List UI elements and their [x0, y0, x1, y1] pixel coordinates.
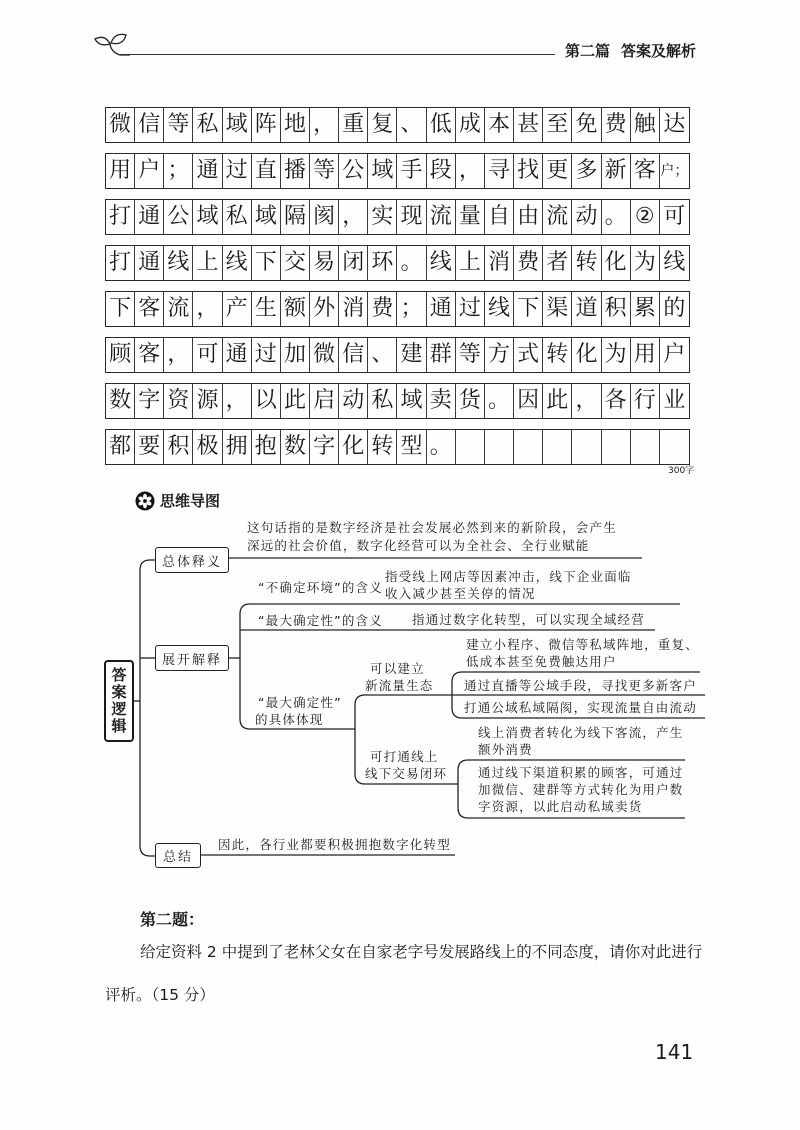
new-traffic-item: 建立小程序、微信等私域阵地，重复、 [466, 637, 699, 652]
grid-cell: 费 [514, 246, 543, 280]
grid-row [105, 199, 690, 235]
grid-cell: 生 [252, 292, 281, 326]
grid-row [105, 245, 690, 281]
grid-cell: 实 [368, 200, 397, 234]
grid-cell: 流 [543, 200, 572, 234]
grid-cell: 客 [631, 154, 660, 188]
grid-cell: 、 [368, 338, 397, 372]
closed-loop-item: 字资源，以此启动私域卖货 [478, 799, 643, 814]
grid-cell: ； [164, 154, 193, 188]
grid-cell [660, 430, 689, 464]
essay-grid [105, 107, 690, 465]
grid-cell: 下 [106, 292, 135, 326]
grid-cell: 积 [602, 292, 631, 326]
grid-cell: ； [397, 292, 426, 326]
overview-node: 总体释义 [155, 547, 229, 573]
grid-cell: 化 [602, 246, 631, 280]
grid-cell: 自 [485, 200, 514, 234]
grid-cell: 客 [135, 338, 164, 372]
grid-cell: 户； [660, 163, 689, 179]
grid-cell: 公 [164, 200, 193, 234]
grid-cell: 此 [281, 384, 310, 418]
grid-cell: 卖 [427, 384, 456, 418]
grid-cell: 域 [397, 384, 426, 418]
grid-cell: 抱 [252, 430, 281, 464]
grid-cell: 者 [543, 246, 572, 280]
grid-cell: 源 [193, 384, 222, 418]
uncertain-env-text: 指受线上网店等因素冲击，线下企业面临 [385, 569, 632, 584]
grid-cell: 触 [631, 108, 660, 142]
grid-cell: 动 [339, 384, 368, 418]
grid-cell: 低 [427, 108, 456, 142]
grid-cell: 易 [310, 246, 339, 280]
grid-cell: 通 [427, 292, 456, 326]
grid-cell: 重 [339, 108, 368, 142]
grid-cell: 微 [106, 108, 135, 142]
question-label: 第二题： [140, 910, 205, 929]
grid-cell: 转 [572, 246, 601, 280]
grid-cell: 化 [339, 430, 368, 464]
grid-cell: 化 [572, 338, 601, 372]
grid-cell: 字 [135, 384, 164, 418]
grid-cell: 流 [164, 292, 193, 326]
grid-cell: 动 [572, 200, 601, 234]
max-certainty-text: 指通过数字化转型，可以实现全域经营 [412, 612, 645, 627]
grid-cell [485, 430, 514, 464]
manifestation-term: “最大确定性” [258, 695, 342, 710]
sprout-left-leaf [95, 37, 110, 44]
grid-cell: 。 [427, 430, 456, 464]
grid-cell: 字 [310, 430, 339, 464]
grid-cell: 消 [339, 292, 368, 326]
grid-row [105, 337, 690, 373]
grid-cell: 启 [310, 384, 339, 418]
grid-cell: 线 [164, 246, 193, 280]
grid-cell: 为 [602, 338, 631, 372]
explain-node: 展开解释 [155, 645, 229, 671]
grid-cell: 手 [397, 154, 426, 188]
grid-cell: 转 [543, 338, 572, 372]
grid-cell: 户 [663, 342, 686, 367]
mindmap-root-label: 答案逻辑 [109, 667, 128, 735]
grid-cell: 直 [252, 154, 281, 188]
grid-cell: 免 [572, 108, 601, 142]
grid-cell: 费 [368, 292, 397, 326]
grid-cell: 找 [514, 154, 543, 188]
grid-cell: 微 [310, 338, 339, 372]
grid-cell: 为 [631, 246, 660, 280]
header-part: 第二篇 [565, 42, 611, 60]
grid-cell: 上 [193, 246, 222, 280]
grid-cell [514, 430, 543, 464]
grid-cell: 要 [135, 430, 164, 464]
uncertain-env-term: “不确定环境”的含义 [258, 580, 383, 595]
new-traffic-label: 新流量生态 [365, 678, 434, 693]
grid-cell: 播 [281, 154, 310, 188]
grid-cell: 极 [193, 430, 222, 464]
grid-cell: 方 [485, 338, 514, 372]
summary-node: 总结 [155, 843, 201, 868]
grid-cell: 货 [456, 384, 485, 418]
grid-cell: 户 [135, 154, 164, 188]
grid-row [105, 429, 690, 465]
grid-cell: 现 [397, 200, 426, 234]
grid-cell: ② [631, 200, 660, 234]
grid-cell: 额 [281, 292, 310, 326]
grid-cell: 流 [427, 200, 456, 234]
grid-cell: 道 [572, 292, 601, 326]
grid-cell: 加 [281, 338, 310, 372]
grid-cell: 私 [368, 384, 397, 418]
grid-cell: 。 [485, 384, 514, 418]
manifestation-term: 的具体体现 [255, 712, 324, 727]
mindmap-heading: 思维导图 [160, 492, 221, 510]
grid-cell: ， [223, 384, 252, 418]
grid-cell: 资 [164, 384, 193, 418]
word-count-label: 300字 [668, 466, 695, 476]
grid-cell: 线 [223, 246, 252, 280]
grid-cell: 闭 [339, 246, 368, 280]
question-text: 给定资料 2 中提到了老林父女在自家老字号发展路线上的不同态度，请你对此进行 [140, 943, 703, 961]
grid-cell: 私 [223, 200, 252, 234]
grid-cell: 建 [397, 338, 426, 372]
grid-cell: 上 [456, 246, 485, 280]
grid-cell: 信 [135, 108, 164, 142]
closed-loop-item: 通过线下渠道积累的顾客，可通过 [478, 765, 684, 780]
grid-cell: 线 [427, 246, 456, 280]
grid-cell: 域 [368, 154, 397, 188]
grid-cell: 群 [427, 338, 456, 372]
grid-cell: 业 [663, 388, 686, 413]
grid-cell: 多 [572, 154, 601, 188]
grid-cell: 消 [485, 246, 514, 280]
overview-text: 深远的社会价值，数字化经营可以为全社会、全行业赋能 [247, 538, 590, 553]
grid-cell: 交 [281, 246, 310, 280]
grid-cell: ， [339, 200, 368, 234]
question-text: 评析。（15 分） [105, 986, 215, 1004]
grid-cell: 寻 [485, 154, 514, 188]
grid-cell: 达 [663, 112, 686, 137]
new-traffic-item: 通过直播等公域手段，寻找更多新客户 [464, 678, 697, 693]
grid-cell: 客 [135, 292, 164, 326]
grid-cell: 打 [106, 246, 135, 280]
grid-cell: 的 [663, 296, 686, 321]
grid-cell: ， [310, 108, 339, 142]
grid-cell: ， [164, 338, 193, 372]
grid-cell: 产 [223, 292, 252, 326]
grid-cell: 公 [339, 154, 368, 188]
grid-cell: 线 [485, 292, 514, 326]
main-trunk [140, 560, 155, 856]
header-title: 答案及解析 [621, 42, 697, 60]
grid-cell: 阵 [252, 108, 281, 142]
grid-row [105, 107, 690, 143]
grid-cell: 下 [252, 246, 281, 280]
closed-loop-item: 加微信、建群等方式转化为用户数 [478, 782, 684, 797]
grid-cell: 行 [631, 384, 660, 418]
grid-cell: 用 [106, 154, 135, 188]
grid-cell: 式 [514, 338, 543, 372]
grid-row [105, 153, 690, 189]
grid-cell: 信 [339, 338, 368, 372]
grid-cell: 等 [310, 154, 339, 188]
uncertain-env-text: 收入减少甚至关停的情况 [385, 586, 536, 601]
grid-cell: 环 [368, 246, 397, 280]
grid-cell: 由 [514, 200, 543, 234]
mindmap-root-node [104, 660, 134, 742]
grid-cell: 量 [456, 200, 485, 234]
grid-cell: 隔 [281, 200, 310, 234]
closed-loop-item: 线上消费者转化为线下客流，产生 [478, 725, 684, 740]
grid-cell [631, 430, 660, 464]
grid-cell: 以 [252, 384, 281, 418]
grid-cell: 因 [514, 384, 543, 418]
grid-cell [602, 430, 631, 464]
header-rule [118, 54, 555, 55]
grid-row [105, 291, 690, 327]
grid-cell: 数 [281, 430, 310, 464]
grid-cell: 通 [135, 246, 164, 280]
grid-cell: 渠 [543, 292, 572, 326]
grid-cell: 。 [602, 200, 631, 234]
grid-cell: 顾 [106, 338, 135, 372]
grid-cell: 转 [368, 430, 397, 464]
grid-cell: 费 [602, 108, 631, 142]
grid-cell: ， [193, 292, 222, 326]
grid-cell: 都 [106, 430, 135, 464]
grid-cell: 外 [310, 292, 339, 326]
sprout-right-leaf [111, 34, 126, 43]
flower-badge-icon [135, 491, 155, 511]
grid-cell: 域 [223, 108, 252, 142]
grid-cell: 地 [281, 108, 310, 142]
closed-loop-label: 线下交易闭环 [365, 766, 448, 781]
grid-cell: 型 [397, 430, 426, 464]
grid-cell: 更 [543, 154, 572, 188]
grid-cell: 阂 [310, 200, 339, 234]
grid-cell: 下 [514, 292, 543, 326]
grid-cell: 私 [193, 108, 222, 142]
new-traffic-item: 打通公域私域隔阂，实现流量自由流动 [464, 700, 697, 715]
overview-text: 这句话指的是数字经济是社会发展必然到来的新阶段，会产生 [247, 520, 617, 535]
grid-cell: ， [456, 154, 485, 188]
grid-cell: 通 [193, 154, 222, 188]
grid-cell: 复 [368, 108, 397, 142]
new-traffic-item: 低成本甚至免费触达用户 [466, 654, 617, 669]
grid-cell [543, 430, 572, 464]
grid-cell: 各 [602, 384, 631, 418]
grid-cell: 等 [164, 108, 193, 142]
grid-cell: 累 [631, 292, 660, 326]
grid-cell: 数 [106, 384, 135, 418]
grid-cell: 甚 [514, 108, 543, 142]
grid-cell: 域 [252, 200, 281, 234]
grid-cell: 成 [456, 108, 485, 142]
max-certainty-term: “最大确定性”的含义 [258, 613, 383, 628]
grid-cell [572, 430, 601, 464]
grid-cell: 积 [164, 430, 193, 464]
grid-cell: 拥 [223, 430, 252, 464]
grid-cell: 通 [223, 338, 252, 372]
grid-cell: 过 [223, 154, 252, 188]
grid-cell [456, 430, 485, 464]
grid-cell: 新 [602, 154, 631, 188]
grid-cell: 。 [397, 246, 426, 280]
grid-cell: 段 [427, 154, 456, 188]
grid-cell: 此 [543, 384, 572, 418]
grid-row [105, 383, 690, 419]
grid-cell: 本 [485, 108, 514, 142]
grid-cell: 过 [252, 338, 281, 372]
grid-cell: 域 [193, 200, 222, 234]
grid-cell: 用 [631, 338, 660, 372]
new-traffic-label: 可以建立 [370, 661, 425, 676]
grid-cell: 线 [663, 250, 686, 275]
closed-loop-label: 可打通线上 [370, 749, 439, 764]
grid-cell: 可 [663, 204, 686, 229]
closed-loop-item: 额外消费 [478, 742, 533, 757]
grid-cell: 可 [193, 338, 222, 372]
grid-cell: 过 [456, 292, 485, 326]
grid-cell: ， [572, 384, 601, 418]
grid-cell: 通 [135, 200, 164, 234]
page-number: 141 [655, 1040, 694, 1064]
summary-text: 因此，各行业都要积极拥抱数字化转型 [218, 837, 451, 852]
grid-cell: 至 [543, 108, 572, 142]
grid-cell: 等 [456, 338, 485, 372]
grid-cell: 打 [106, 200, 135, 234]
grid-cell: 、 [397, 108, 426, 142]
